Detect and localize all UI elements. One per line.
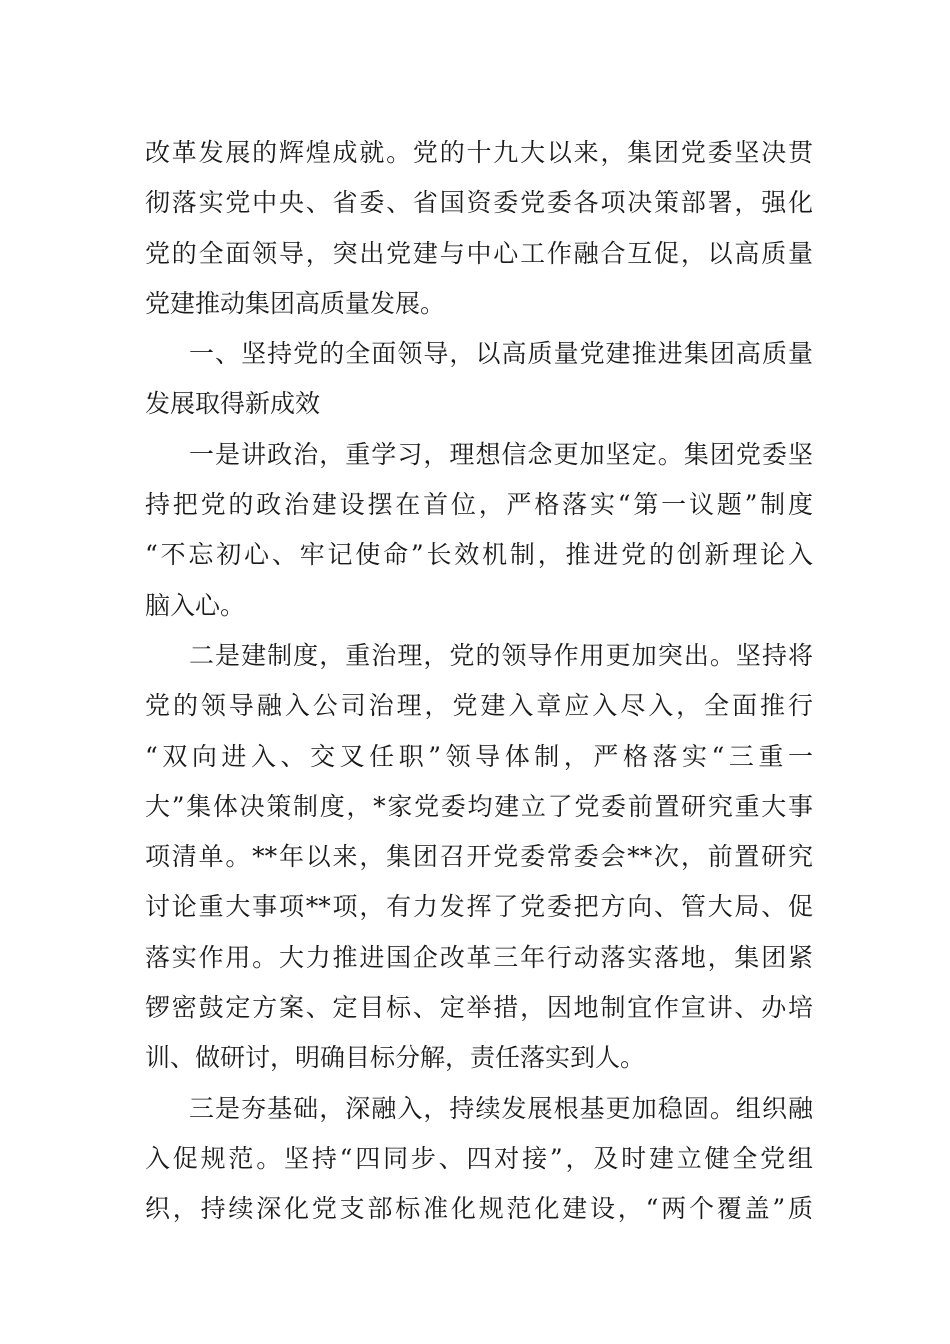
section-heading-line: 一、坚持党的全面领导，以高质量党建推进集团高质量 xyxy=(189,339,813,369)
text-line: 持把党的政治建设摆在首位，严格落实“第一议题”制度 xyxy=(145,490,813,520)
text-line: 脑入心。 xyxy=(145,590,246,620)
text-line: 训、做研讨，明确目标分解，责任落实到人。 xyxy=(145,1043,646,1073)
text-line: 党的领导融入公司治理，党建入章应入尽入，全面推行 xyxy=(145,691,813,721)
text-line: 三是夯基础，深融入，持续发展根基更加稳固。组织融 xyxy=(189,1093,813,1123)
text-line: 大”集体决策制度，*家党委均建立了党委前置研究重大事 xyxy=(145,791,813,821)
text-line: 锣密鼓定方案、定目标、定举措，因地制宜作宣讲、办培 xyxy=(145,993,813,1023)
text-line: 讨论重大事项**项，有力发挥了党委把方向、管大局、促 xyxy=(145,892,813,922)
text-line: 党建推动集团高质量发展。 xyxy=(145,288,446,318)
text-line: 项清单。**年以来，集团召开党委常委会**次，前置研究 xyxy=(145,842,813,872)
text-line: 入促规范。坚持“四同步、四对接”，及时建立健全党组 xyxy=(145,1143,813,1173)
section-heading-line: 发展取得新成效 xyxy=(145,389,321,419)
text-line: 彻落实党中央、省委、省国资委党委各项决策部署，强化 xyxy=(145,188,813,218)
text-line: 织，持续深化党支部标准化规范化建设，“两个覆盖”质 xyxy=(145,1194,813,1224)
text-line: 一是讲政治，重学习，理想信念更加坚定。集团党委坚 xyxy=(189,439,813,469)
text-line: 改革发展的辉煌成就。党的十九大以来，集团党委坚决贯 xyxy=(145,138,813,167)
text-line: “不忘初心、牢记使命”长效机制，推进党的创新理论入 xyxy=(145,540,813,570)
text-line: 党的全面领导，突出党建与中心工作融合互促，以高质量 xyxy=(145,238,813,268)
text-line: 落实作用。大力推进国企改革三年行动落实落地，集团紧 xyxy=(145,942,813,972)
text-line: 二是建制度，重治理，党的领导作用更加突出。坚持将 xyxy=(189,640,813,670)
body-text xyxy=(145,128,813,1235)
text-line: “双向进入、交叉任职”领导体制，严格落实“三重一 xyxy=(145,741,813,771)
